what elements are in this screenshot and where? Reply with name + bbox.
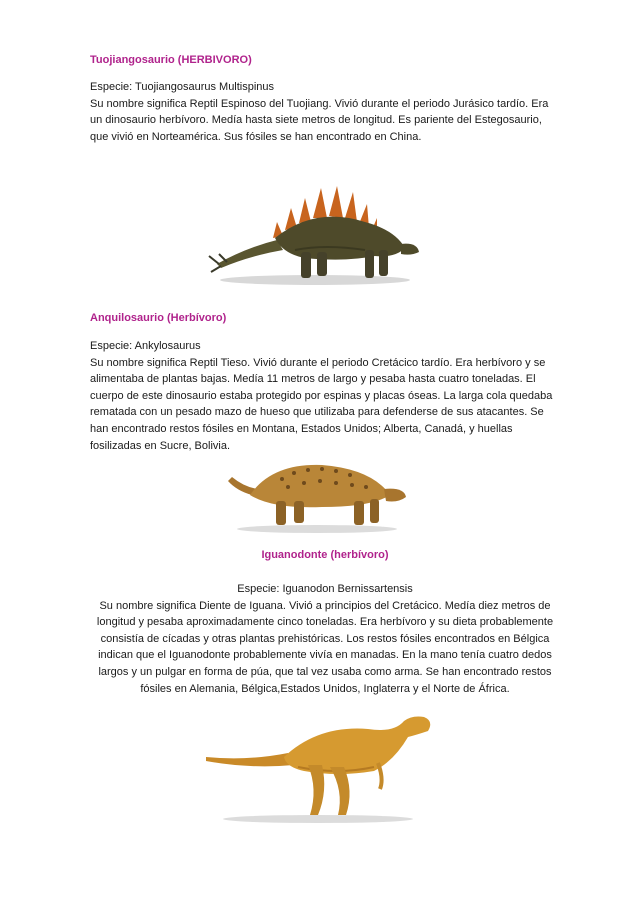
text-line: fósiles en Alemania, Bélgica,Estados Unidos, Inglaterra y el Norte de África. — [140, 682, 510, 695]
text-line: Su nombre significa Reptil Tieso. Vivió durante el periodo Cretácico tardío. Era herbívoro y se — [90, 356, 546, 369]
text-line: Su nombre significa Diente de Iguana. Vivió a principios del Cretácico. Medía diez metros de — [99, 599, 551, 612]
section-text-anquilosaurio — [90, 338, 560, 454]
text-line: indican que el Iguanodonte probablemente vivía en manadas. En la mano tenía cuatro dedos — [98, 649, 552, 662]
text-line: largos y un pulgar en forma de púa, que tal vez usaba como arma. Se han encontrado restos — [98, 665, 552, 678]
text-line: longitud y pesaba aproximadamente cinco toneladas. Era herbívoro y su dieta probablemente — [96, 616, 554, 629]
text-line: alimentaba de plantas bajas. Medía 11 metros de largo y pesaba hasta cuatro toneladas. El — [90, 373, 536, 386]
text-line: consistía de cícadas y otras plantas prehistóricas. Los restos fósiles encontrados en Bélgica — [100, 632, 550, 645]
text-line: fosilizadas en Sucre, Bolivia. — [90, 439, 231, 452]
text-line: Especie: Ankylosaurus — [90, 340, 201, 352]
section-title-tuojiangosaurio: Tuojiangosaurio (HERBIVORO) — [90, 54, 252, 66]
ankylosaurus-image — [222, 455, 412, 535]
section-title-iguanodonte: Iguanodonte (herbívoro) — [261, 549, 389, 561]
text-line: cuerpo de este dinosaurio estaba protegido por espinas y placas óseas. La larga cola quedaba — [90, 389, 553, 402]
text-line: que vivió en Norteamérica. Sus fósiles se han encontrado en China. — [90, 130, 422, 143]
section-text-tuojiangosaurio — [90, 79, 560, 145]
section-text-iguanodonte — [90, 581, 560, 697]
iguanodon-image — [198, 705, 438, 825]
tuojiangosaurus-image — [205, 178, 425, 288]
text-line: Su nombre significa Reptil Espinoso del Tuojiang. Vivió durante el periodo Jurásico tardío. Era — [90, 97, 549, 110]
text-line: Especie: Iguanodon Bernissartensis — [237, 583, 413, 595]
text-line: han encontrado restos fósiles en Montana, Estados Unidos; Alberta, Canadá, y huellas — [90, 422, 513, 435]
text-line: un dinosaurio herbívoro. Medía hasta siete metros de longitud. Es pariente del Estegosaurio, — [90, 114, 542, 127]
text-line: Especie: Tuojiangosaurus Multispinus — [90, 81, 275, 93]
section-title-anquilosaurio: Anquilosaurio (Herbívoro) — [90, 312, 227, 324]
text-line: rematada con un pesado mazo de hueso que utilizaba para defenderse de sus atacantes. Se — [90, 406, 544, 419]
